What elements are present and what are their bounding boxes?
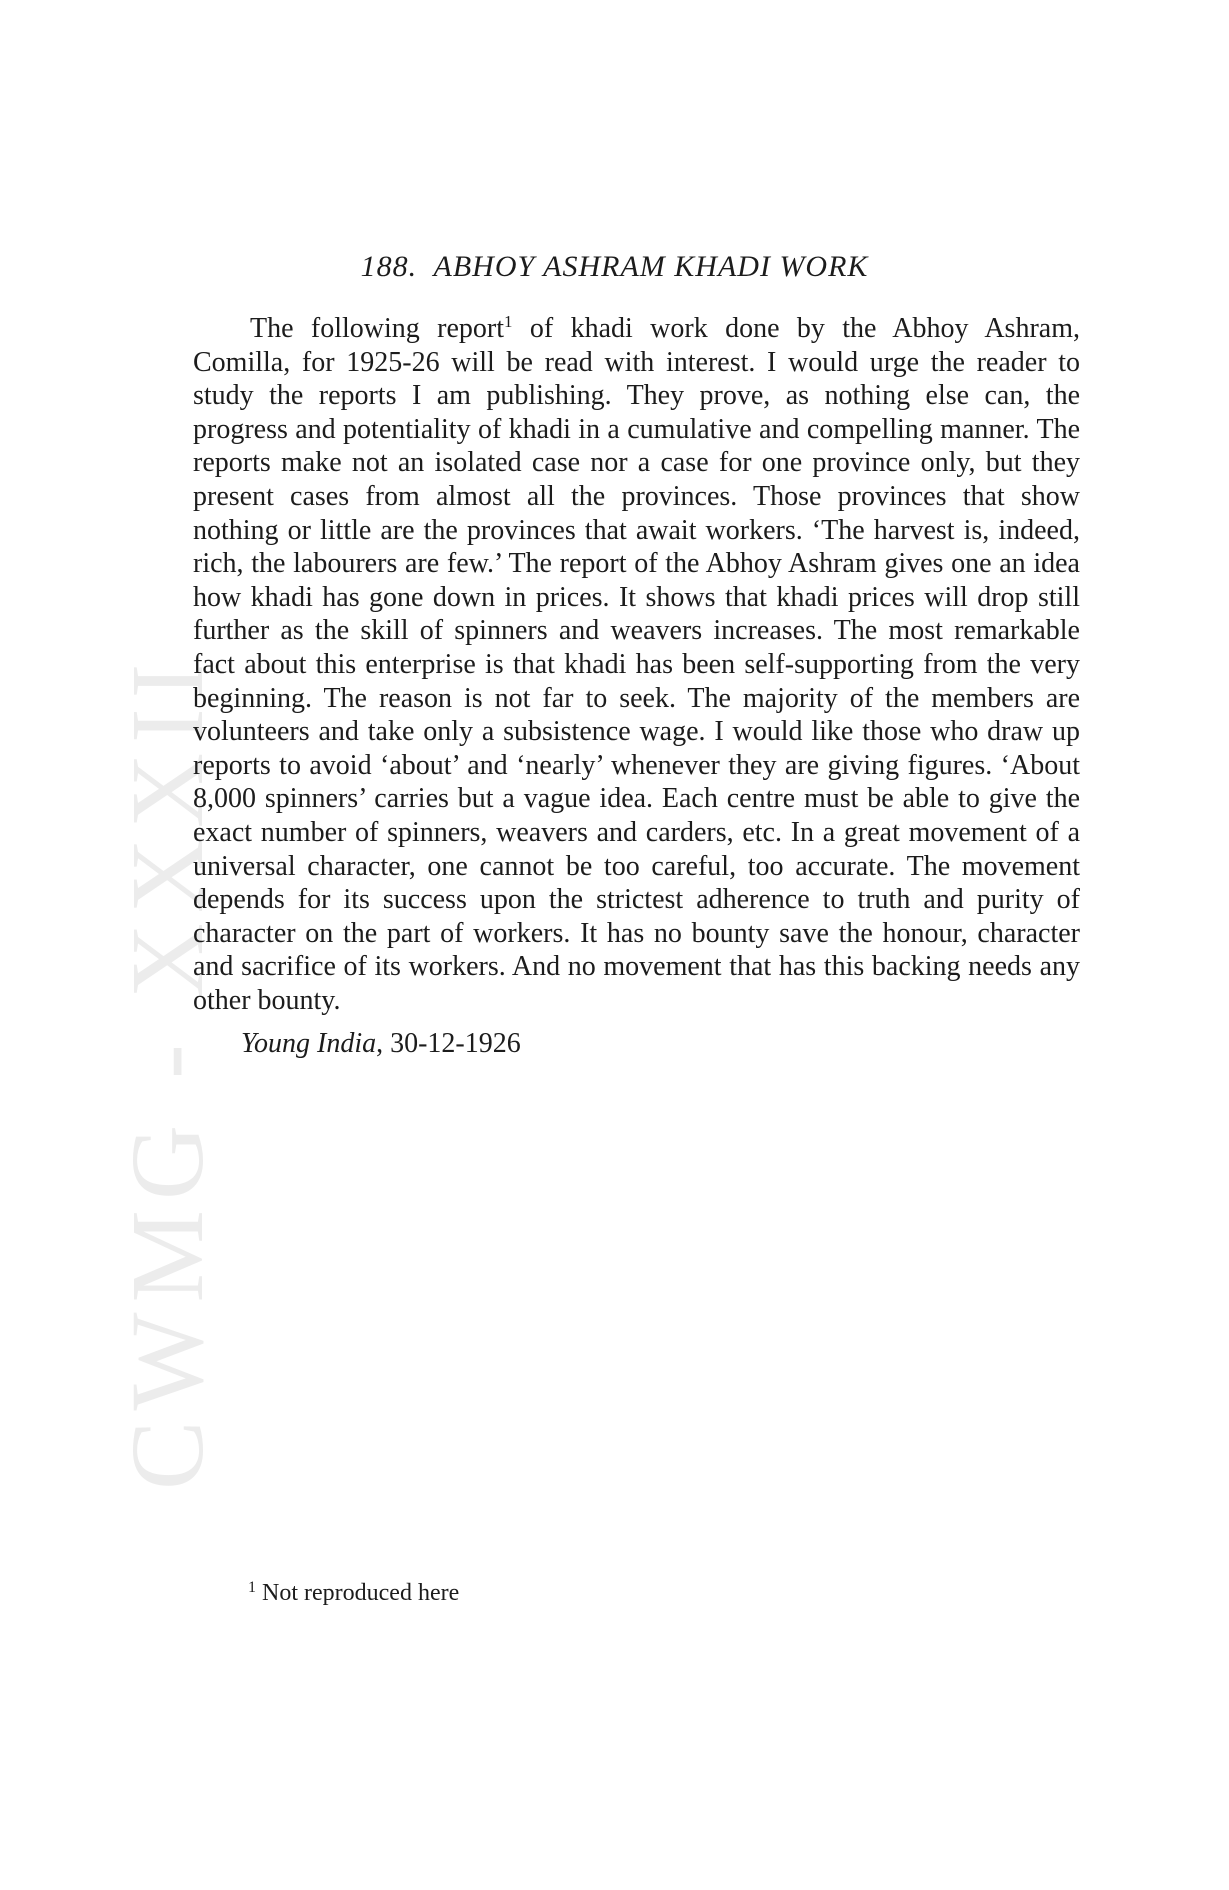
watermark-cwmg: CWMG - XXXII bbox=[110, 653, 225, 1490]
article-title bbox=[0, 250, 1229, 284]
footnote-mark: 1 bbox=[248, 1579, 256, 1596]
footnote bbox=[248, 1580, 459, 1607]
main-paragraph bbox=[193, 312, 1080, 1017]
source-citation bbox=[193, 1027, 1080, 1061]
article-heading: ABHOY ASHRAM KHADI WORK bbox=[433, 250, 869, 283]
footnote-text: Not reproduced here bbox=[256, 1580, 460, 1606]
paragraph-lead: The following report bbox=[250, 313, 505, 344]
paragraph-body: of khadi work done by the Abhoy Ashram, Comilla, for 1925-26 will be read with interest. I would urge the reader to study the reports I am publishing. They prove, as nothing else can, the progress and potentiality of khadi in a cumulative and compelling manner. The reports make not an isolated case nor a case for one province only, but they present cases from almost all the provinces. Those provinces that show nothing or little are the provinces that await workers. ‘The harvest is, indeed, rich, the labourers are few.’ The report of the Abhoy Ashram gives one an idea how khadi has gone down in prices. It shows that khadi prices will drop still further as the skill of spinners and weavers increases. The most remarkable fact about this enterprise is that khadi has been self-supporting from the very beginning. The reason is not far to seek. The majority of the members are volunteers and take only a subsistence wage. I would like those who draw up reports to avoid ‘about’ and ‘nearly’ whenever they are giving figures. ‘About 8,000 spinners’ carries but a vague idea. Each centre must be able to give the exact number of spinners, weavers and carders, etc. In a great movement of a universal character, one cannot be too careful, too accurate. The movement depends for its success upon the strictest adherence to truth and purity of character on the part of workers. It has no bounty save the honour, character and sacrifice of its workers. And no movement that has this backing needs any other bounty. bbox=[193, 313, 1080, 1016]
source-publication: Young India bbox=[241, 1028, 377, 1060]
article-body bbox=[193, 312, 1080, 1061]
footnote-reference: 1 bbox=[504, 312, 513, 331]
source-date: , 30-12-1926 bbox=[376, 1028, 521, 1060]
article-number: 188. bbox=[360, 250, 418, 283]
